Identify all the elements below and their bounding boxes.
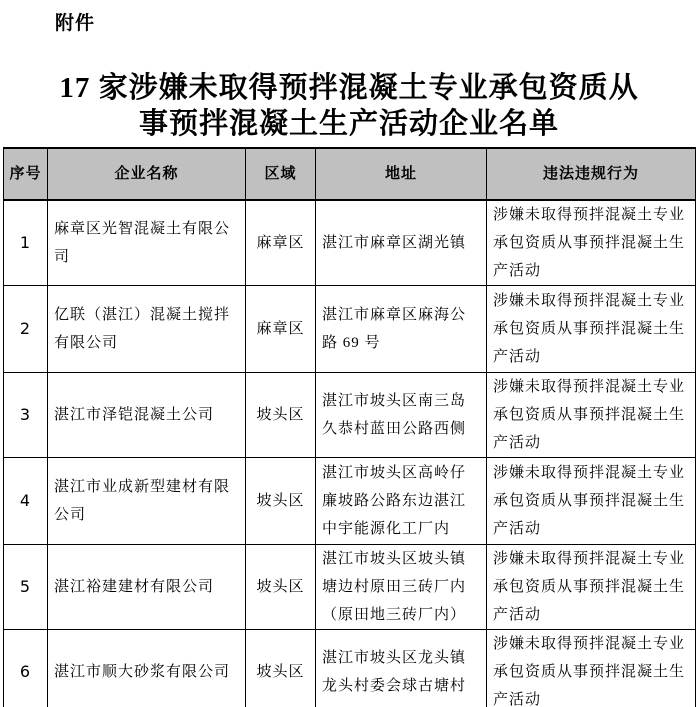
cell-violation: 涉嫌未取得预拌混凝土专业 承包资质从事预拌混凝土生 产活动	[487, 630, 696, 707]
table-row	[4, 200, 696, 286]
cell-region: 坡头区	[246, 373, 316, 458]
cell-address: 湛江市麻章区湖光镇	[316, 200, 487, 286]
cell-company-name: 湛江市顺大砂浆有限公司	[48, 630, 246, 707]
cell-serial-number: 2	[4, 286, 48, 373]
cell-company-name: 湛江市泽铠混凝土公司	[48, 373, 246, 458]
cell-serial-number: 6	[4, 630, 48, 707]
cell-region: 坡头区	[246, 630, 316, 707]
cell-address: 湛江市坡头区南三岛 久恭村蓝田公路西侧	[316, 373, 487, 458]
table-row	[4, 630, 696, 707]
cell-address: 湛江市麻章区麻海公 路 69 号	[316, 286, 487, 373]
cell-serial-number: 1	[4, 200, 48, 286]
title-line-2: 事预拌混凝土生产活动企业名单	[138, 108, 559, 140]
cell-violation: 涉嫌未取得预拌混凝土专业 承包资质从事预拌混凝土生 产活动	[487, 286, 696, 373]
title-line-1: 17 家涉嫌未取得预拌混凝土专业承包资质从	[59, 72, 639, 104]
cell-company-name: 湛江裕建建材有限公司	[48, 545, 246, 630]
document-title	[0, 70, 698, 142]
cell-violation: 涉嫌未取得预拌混凝土专业 承包资质从事预拌混凝土生 产活动	[487, 200, 696, 286]
cell-address: 湛江市坡头区龙头镇 龙头村委会球古塘村	[316, 630, 487, 707]
table-row	[4, 373, 696, 458]
cell-company-name: 亿联（湛江）混凝土搅拌 有限公司	[48, 286, 246, 373]
company-table	[3, 147, 696, 707]
cell-region: 麻章区	[246, 200, 316, 286]
cell-violation: 涉嫌未取得预拌混凝土专业 承包资质从事预拌混凝土生 产活动	[487, 458, 696, 545]
table-row	[4, 286, 696, 373]
table-row	[4, 458, 696, 545]
attachment-label: 附件	[55, 12, 96, 34]
cell-serial-number: 5	[4, 545, 48, 630]
header-company-name: 企业名称	[48, 148, 246, 200]
header-violation: 违法违规行为	[487, 148, 696, 200]
cell-company-name: 湛江市业成新型建材有限 公司	[48, 458, 246, 545]
table-header-row	[4, 148, 696, 200]
header-address: 地址	[316, 148, 487, 200]
cell-serial-number: 4	[4, 458, 48, 545]
cell-violation: 涉嫌未取得预拌混凝土专业 承包资质从事预拌混凝土生 产活动	[487, 545, 696, 630]
cell-address: 湛江市坡头区坡头镇 塘边村原田三砖厂内 （原田地三砖厂内）	[316, 545, 487, 630]
cell-region: 坡头区	[246, 545, 316, 630]
cell-address: 湛江市坡头区高岭仔 廉坡路公路东边湛江 中宇能源化工厂内	[316, 458, 487, 545]
cell-serial-number: 3	[4, 373, 48, 458]
table-row	[4, 545, 696, 630]
cell-company-name: 麻章区光智混凝土有限公 司	[48, 200, 246, 286]
cell-violation: 涉嫌未取得预拌混凝土专业 承包资质从事预拌混凝土生 产活动	[487, 373, 696, 458]
header-serial-number: 序号	[4, 148, 48, 200]
header-region: 区域	[246, 148, 316, 200]
cell-region: 麻章区	[246, 286, 316, 373]
cell-region: 坡头区	[246, 458, 316, 545]
